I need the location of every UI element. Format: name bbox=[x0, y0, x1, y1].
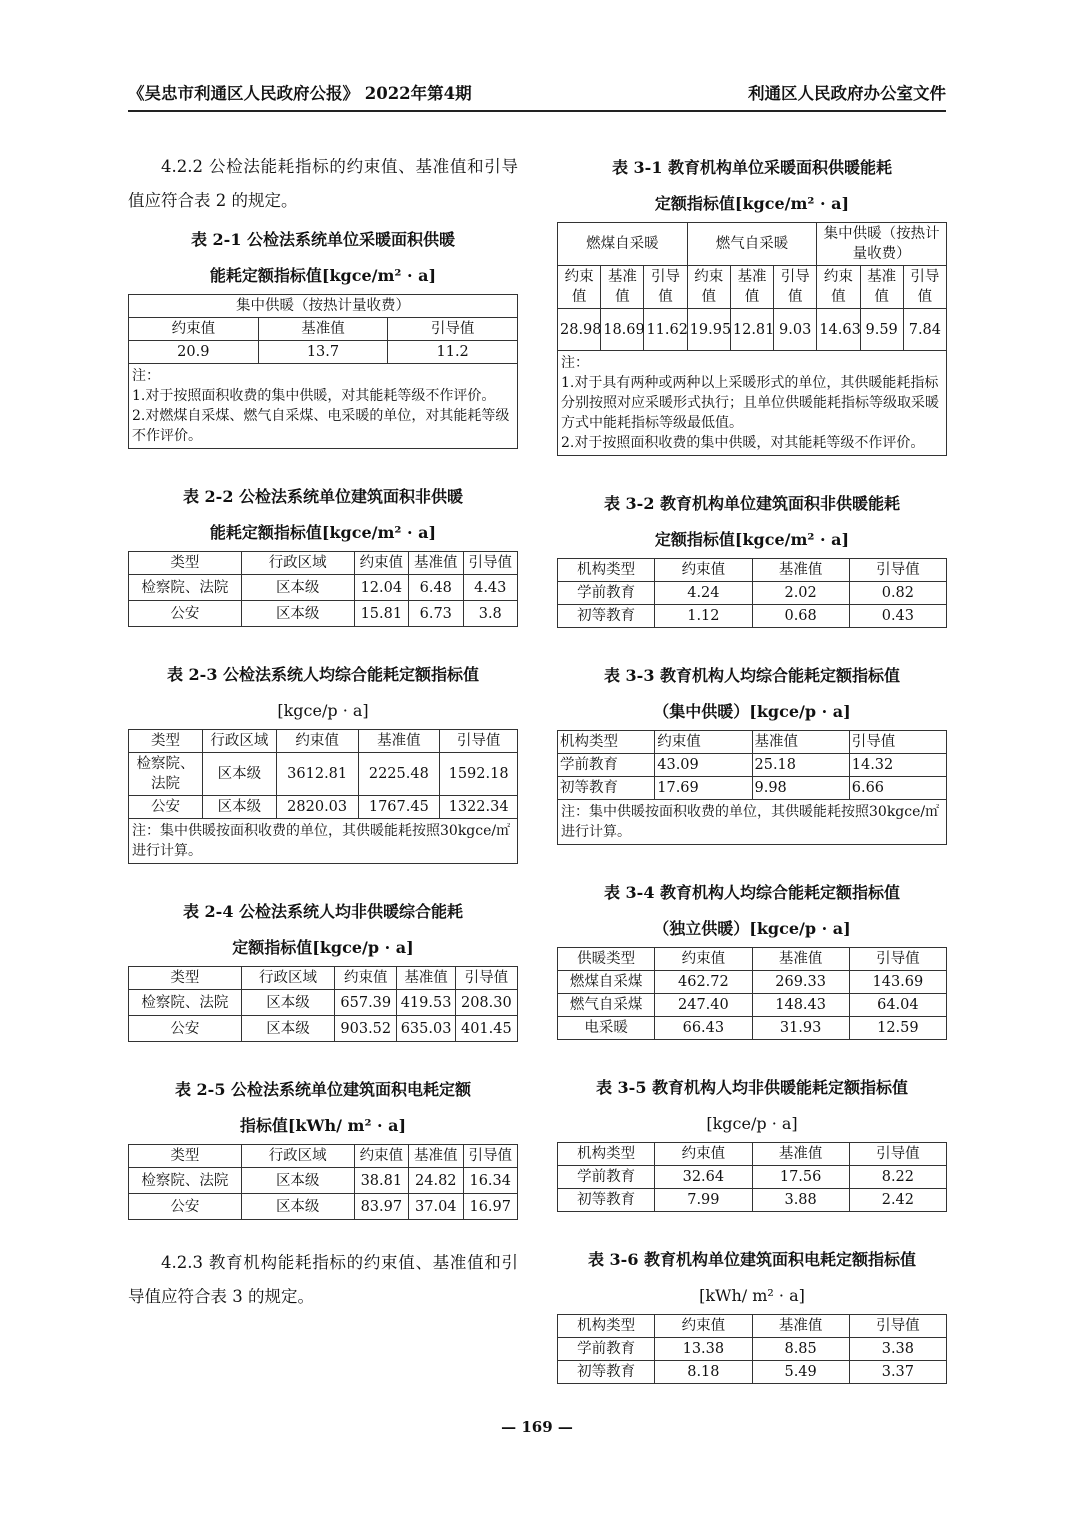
col-header: 类型 bbox=[129, 730, 203, 753]
table-2-2-caption-unit: 能耗定额指标值[kgce/m² · a] bbox=[209, 523, 437, 542]
cell: 657.39 bbox=[335, 990, 397, 1016]
col-header: 引导值 bbox=[849, 559, 946, 582]
table-row bbox=[129, 601, 518, 627]
col-header: 约束值 bbox=[655, 731, 752, 754]
cell: 区本级 bbox=[241, 1168, 354, 1194]
table-3-3-caption-unit: （集中供暖）[kgce/p · a] bbox=[653, 702, 851, 721]
table-row bbox=[129, 796, 518, 819]
cell: 区本级 bbox=[241, 990, 334, 1016]
table-2-1-caption-unit: 能耗定额指标值[kgce/m² · a] bbox=[209, 266, 437, 285]
cell: 19.95 bbox=[687, 309, 730, 351]
note-line: 1.对于按照面积收费的集中供暖，对其能耗等级不作评价。 bbox=[132, 388, 496, 404]
table-row bbox=[129, 1016, 518, 1042]
cell: 462.72 bbox=[655, 971, 752, 994]
cell: 区本级 bbox=[241, 601, 354, 627]
col-header: 引导值 bbox=[903, 266, 946, 309]
cell: 419.53 bbox=[397, 990, 455, 1016]
table-3-2 bbox=[557, 558, 947, 628]
cell: 12.59 bbox=[849, 1017, 946, 1040]
table-row bbox=[558, 1361, 947, 1384]
cell: 检察院、法院 bbox=[129, 1168, 242, 1194]
col-header: 引导值 bbox=[440, 730, 518, 753]
col-header: 引导值 bbox=[388, 318, 518, 341]
cell: 6.48 bbox=[409, 575, 463, 601]
table-3-3-caption: 表 3-3 教育机构人均综合能耗定额指标值 bbox=[603, 666, 901, 685]
cell: 区本级 bbox=[241, 575, 354, 601]
col-header: 约束值 bbox=[655, 1143, 752, 1166]
col-header: 基准值 bbox=[409, 552, 463, 575]
table-2-2 bbox=[128, 551, 518, 627]
cell: 初等教育 bbox=[558, 1361, 655, 1384]
group-header: 燃煤自采暖 bbox=[558, 223, 688, 266]
table-row bbox=[129, 753, 518, 796]
col-header: 引导值 bbox=[849, 1143, 946, 1166]
table-2-4-caption: 表 2-4 公检法系统人均非供暖综合能耗 bbox=[182, 902, 464, 921]
cell: 0.82 bbox=[849, 582, 946, 605]
table-row bbox=[558, 1338, 947, 1361]
unit-text: [kgce/p · a] bbox=[706, 1114, 798, 1133]
col-header: 引导值 bbox=[849, 948, 946, 971]
table-3-1-caption: 表 3-1 教育机构单位采暖面积供暖能耗 bbox=[611, 158, 893, 177]
cell: 25.18 bbox=[752, 754, 849, 777]
cell: 0.68 bbox=[752, 605, 849, 628]
table-note: 注：集中供暖按面积收费的单位，其供暖能耗按照30kgce/㎡进行计算。 bbox=[558, 800, 947, 845]
cell: 检察院、法院 bbox=[129, 575, 242, 601]
cell: 11.62 bbox=[644, 309, 687, 351]
cell: 3.88 bbox=[752, 1189, 849, 1212]
cell: 16.97 bbox=[463, 1194, 518, 1220]
cell: 37.04 bbox=[409, 1194, 463, 1220]
table-row bbox=[558, 1017, 947, 1040]
cell: 2225.48 bbox=[358, 753, 440, 796]
col-header: 行政区域 bbox=[202, 730, 276, 753]
table-2-3-caption: 表 2-3 公检法系统人均综合能耗定额指标值 bbox=[166, 665, 480, 684]
table-3-1 bbox=[557, 222, 947, 456]
col-header: 基准值 bbox=[752, 1315, 849, 1338]
cell: 208.30 bbox=[455, 990, 517, 1016]
table-3-4 bbox=[557, 947, 947, 1040]
note-line: 注： bbox=[561, 355, 589, 371]
table-3-6-caption: 表 3-6 教育机构单位建筑面积电耗定额指标值 bbox=[587, 1250, 917, 1269]
table-3-2-caption: 表 3-2 教育机构单位建筑面积非供暖能耗 bbox=[603, 494, 901, 513]
col-header: 基准值 bbox=[730, 266, 773, 309]
cell: 学前教育 bbox=[558, 582, 655, 605]
table-2-3 bbox=[128, 729, 518, 864]
col-header: 机构类型 bbox=[558, 559, 655, 582]
cell: 635.03 bbox=[397, 1016, 455, 1042]
table-2-2-caption: 表 2-2 公检法系统单位建筑面积非供暖 bbox=[182, 487, 464, 506]
col-header: 约束值 bbox=[655, 559, 752, 582]
col-header: 基准值 bbox=[397, 967, 455, 990]
col-header: 类型 bbox=[129, 967, 242, 990]
col-header: 行政区域 bbox=[241, 1145, 354, 1168]
table-2-5 bbox=[128, 1144, 518, 1220]
cell: 11.2 bbox=[388, 341, 518, 364]
col-header: 引导值 bbox=[455, 967, 517, 990]
table-3-4-caption: 表 3-4 教育机构人均综合能耗定额指标值 bbox=[603, 883, 901, 902]
col-header: 引导值 bbox=[774, 266, 817, 309]
cell: 9.03 bbox=[774, 309, 817, 351]
table-row bbox=[558, 971, 947, 994]
col-header: 机构类型 bbox=[558, 1315, 655, 1338]
cell: 区本级 bbox=[241, 1016, 334, 1042]
cell: 9.59 bbox=[860, 309, 903, 351]
col-header: 基准值 bbox=[860, 266, 903, 309]
col-header: 约束值 bbox=[687, 266, 730, 309]
table-3-4-caption-unit: （独立供暖）[kgce/p · a] bbox=[653, 919, 851, 938]
cell: 6.66 bbox=[849, 777, 946, 800]
unit-text: [kWh/ m² · a] bbox=[699, 1286, 805, 1305]
cell: 8.18 bbox=[655, 1361, 752, 1384]
cell: 检察院、法院 bbox=[129, 753, 203, 796]
cell: 13.7 bbox=[258, 341, 388, 364]
cell: 43.09 bbox=[655, 754, 752, 777]
cell: 燃煤自采煤 bbox=[558, 971, 655, 994]
cell: 12.81 bbox=[730, 309, 773, 351]
cell: 7.84 bbox=[903, 309, 946, 351]
col-header: 基准值 bbox=[752, 948, 849, 971]
cell: 8.22 bbox=[849, 1166, 946, 1189]
cell: 13.38 bbox=[655, 1338, 752, 1361]
cell: 3.37 bbox=[849, 1361, 946, 1384]
cell: 区本级 bbox=[241, 1194, 354, 1220]
col-header: 约束值 bbox=[558, 266, 601, 309]
table-note bbox=[129, 364, 518, 449]
col-header: 机构类型 bbox=[558, 1143, 655, 1166]
cell: 5.49 bbox=[752, 1361, 849, 1384]
cell: 1.12 bbox=[655, 605, 752, 628]
col-header: 引导值 bbox=[463, 1145, 518, 1168]
cell: 148.43 bbox=[752, 994, 849, 1017]
table-note: 注：集中供暖按面积收费的单位，其供暖能耗按照30kgce/㎡进行计算。 bbox=[129, 819, 518, 864]
cell: 8.85 bbox=[752, 1338, 849, 1361]
table-2-5-caption: 表 2-5 公检法系统单位建筑面积电耗定额 bbox=[174, 1080, 472, 1099]
unit-text: [kgce/p · a] bbox=[277, 701, 369, 720]
table-row bbox=[129, 1194, 518, 1220]
table-row bbox=[558, 1166, 947, 1189]
col-header: 约束值 bbox=[354, 552, 408, 575]
cell: 12.04 bbox=[354, 575, 408, 601]
table-row bbox=[558, 605, 947, 628]
cell: 24.82 bbox=[409, 1168, 463, 1194]
group-header: 燃气自采暖 bbox=[687, 223, 817, 266]
col-header: 行政区域 bbox=[241, 967, 334, 990]
table-row bbox=[558, 994, 947, 1017]
cell: 143.69 bbox=[849, 971, 946, 994]
cell: 学前教育 bbox=[558, 1338, 655, 1361]
col-header: 引导值 bbox=[463, 552, 518, 575]
col-header: 基准值 bbox=[752, 559, 849, 582]
cell: 15.81 bbox=[354, 601, 408, 627]
section-4-2-2: 4.2.2 公检法能耗指标的约束值、基准值和引导值应符合表 2 的规定。 bbox=[128, 157, 518, 210]
col-header: 基准值 bbox=[752, 1143, 849, 1166]
table-3-6 bbox=[557, 1314, 947, 1384]
note-line: 2.对燃煤自采煤、燃气自采煤、电采暖的单位，对其能耗等级不作评价。 bbox=[132, 408, 510, 444]
note-line: 注： bbox=[132, 368, 160, 384]
note-line: 1.对于具有两种或两种以上采暖形式的单位，其供暖能耗指标分别按照对应采暖形式执行；且单位供暖能耗指标等级取采暖方式中能耗指标等级最低值。 bbox=[561, 375, 939, 431]
left-column bbox=[128, 150, 518, 1314]
table-row bbox=[558, 309, 947, 351]
col-header: 引导值 bbox=[849, 1315, 946, 1338]
col-header: 引导值 bbox=[849, 731, 946, 754]
cell: 6.73 bbox=[409, 601, 463, 627]
cell: 2.02 bbox=[752, 582, 849, 605]
bulletin-title: 《吴忠市利通区人民政府公报》 2022年第4期 bbox=[128, 84, 472, 103]
page-header bbox=[128, 78, 946, 112]
table-row bbox=[558, 1189, 947, 1212]
cell: 269.33 bbox=[752, 971, 849, 994]
cell: 公安 bbox=[129, 1016, 242, 1042]
col-header: 行政区域 bbox=[241, 552, 354, 575]
table-3-5-caption-unit bbox=[557, 1106, 947, 1142]
col-header: 约束值 bbox=[655, 948, 752, 971]
cell: 16.34 bbox=[463, 1168, 518, 1194]
cell: 32.64 bbox=[655, 1166, 752, 1189]
table-3-5 bbox=[557, 1142, 947, 1212]
cell: 学前教育 bbox=[558, 1166, 655, 1189]
issuer: 利通区人民政府办公室文件 bbox=[748, 84, 946, 103]
col-header: 约束值 bbox=[655, 1315, 752, 1338]
cell: 2820.03 bbox=[276, 796, 358, 819]
cell: 学前教育 bbox=[558, 754, 655, 777]
table-3-2-caption-unit: 定额指标值[kgce/m² · a] bbox=[654, 530, 850, 549]
cell: 903.52 bbox=[335, 1016, 397, 1042]
cell: 初等教育 bbox=[558, 605, 655, 628]
note-line: 2.对于按照面积收费的集中供暖，对其能耗等级不作评价。 bbox=[561, 435, 925, 451]
cell: 9.98 bbox=[752, 777, 849, 800]
cell: 401.45 bbox=[455, 1016, 517, 1042]
right-column bbox=[557, 150, 947, 1384]
table-3-6-caption-unit bbox=[557, 1278, 947, 1314]
col-header: 约束值 bbox=[335, 967, 397, 990]
cell: 燃气自采煤 bbox=[558, 994, 655, 1017]
cell: 1592.18 bbox=[440, 753, 518, 796]
col-header: 类型 bbox=[129, 1145, 242, 1168]
table-row bbox=[558, 754, 947, 777]
cell: 2.42 bbox=[849, 1189, 946, 1212]
table-3-5-caption: 表 3-5 教育机构人均非供暖能耗定额指标值 bbox=[595, 1078, 909, 1097]
group-header: 集中供暖（按热计量收费） bbox=[817, 223, 947, 266]
col-header: 基准值 bbox=[409, 1145, 463, 1168]
cell: 3.8 bbox=[463, 601, 518, 627]
cell: 3612.81 bbox=[276, 753, 358, 796]
table-2-1-caption: 表 2-1 公检法系统单位采暖面积供暖 bbox=[190, 230, 456, 249]
col-header: 基准值 bbox=[752, 731, 849, 754]
cell: 17.56 bbox=[752, 1166, 849, 1189]
table-3-1-caption-unit: 定额指标值[kgce/m² · a] bbox=[654, 194, 850, 213]
col-header: 约束值 bbox=[817, 266, 860, 309]
table-row bbox=[558, 582, 947, 605]
col-header: 基准值 bbox=[601, 266, 644, 309]
cell: 公安 bbox=[129, 796, 203, 819]
col-header: 基准值 bbox=[358, 730, 440, 753]
col-header: 约束值 bbox=[276, 730, 358, 753]
cell: 66.43 bbox=[655, 1017, 752, 1040]
cell: 4.24 bbox=[655, 582, 752, 605]
table-2-3-caption-unit bbox=[128, 693, 518, 729]
cell: 0.43 bbox=[849, 605, 946, 628]
cell: 17.69 bbox=[655, 777, 752, 800]
table-2-4 bbox=[128, 966, 518, 1042]
table-row bbox=[129, 1168, 518, 1194]
cell: 28.98 bbox=[558, 309, 601, 351]
table-2-4-caption-unit: 定额指标值[kgce/p · a] bbox=[232, 938, 414, 957]
table-2-5-caption-unit: 指标值[kWh/ m² · a] bbox=[239, 1116, 407, 1135]
cell: 14.32 bbox=[849, 754, 946, 777]
cell: 14.63 bbox=[817, 309, 860, 351]
cell: 1767.45 bbox=[358, 796, 440, 819]
cell: 检察院、法院 bbox=[129, 990, 242, 1016]
cell: 83.97 bbox=[354, 1194, 408, 1220]
table-row bbox=[129, 990, 518, 1016]
section-4-2-3: 4.2.3 教育机构能耗指标的约束值、基准值和引导值应符合表 3 的规定。 bbox=[128, 1253, 518, 1306]
cell: 38.81 bbox=[354, 1168, 408, 1194]
cell: 3.38 bbox=[849, 1338, 946, 1361]
cell: 初等教育 bbox=[558, 1189, 655, 1212]
cell: 31.93 bbox=[752, 1017, 849, 1040]
group-header: 集中供暖（按热计量收费） bbox=[129, 295, 518, 318]
cell: 区本级 bbox=[202, 753, 276, 796]
cell: 4.43 bbox=[463, 575, 518, 601]
cell: 公安 bbox=[129, 1194, 242, 1220]
cell: 公安 bbox=[129, 601, 242, 627]
col-header: 基准值 bbox=[258, 318, 388, 341]
col-header: 机构类型 bbox=[558, 731, 655, 754]
cell: 247.40 bbox=[655, 994, 752, 1017]
table-row bbox=[129, 575, 518, 601]
cell: 电采暖 bbox=[558, 1017, 655, 1040]
page-number: — 169 — bbox=[501, 1418, 573, 1436]
cell: 区本级 bbox=[202, 796, 276, 819]
cell: 1322.34 bbox=[440, 796, 518, 819]
cell: 64.04 bbox=[849, 994, 946, 1017]
col-header: 约束值 bbox=[129, 318, 259, 341]
cell: 7.99 bbox=[655, 1189, 752, 1212]
table-2-1 bbox=[128, 294, 518, 449]
col-header: 约束值 bbox=[354, 1145, 408, 1168]
col-header: 类型 bbox=[129, 552, 242, 575]
cell: 初等教育 bbox=[558, 777, 655, 800]
table-row bbox=[558, 777, 947, 800]
col-header: 供暖类型 bbox=[558, 948, 655, 971]
col-header: 引导值 bbox=[644, 266, 687, 309]
table-note bbox=[558, 351, 947, 456]
cell: 20.9 bbox=[129, 341, 259, 364]
table-3-3 bbox=[557, 730, 947, 845]
cell: 18.69 bbox=[601, 309, 644, 351]
